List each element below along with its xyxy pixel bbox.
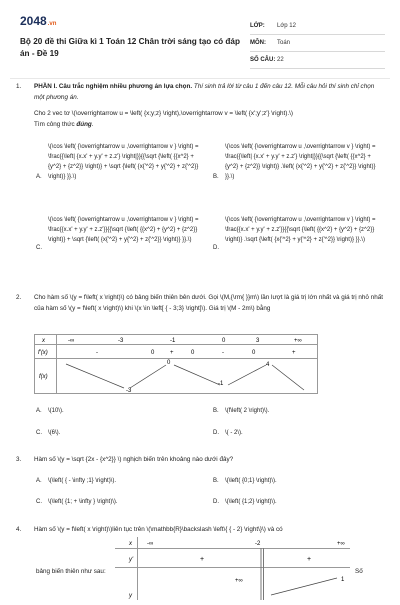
meta-value: Toán bbox=[277, 40, 291, 46]
question-number: 3. bbox=[16, 456, 22, 463]
option-label: D. bbox=[213, 499, 219, 505]
row-fp-label: f'(x) bbox=[38, 350, 48, 356]
option-label: C. bbox=[36, 245, 42, 251]
question-stem: Hàm số \(y = f\left( x \right)\)liên tục trên \(\mathbb{R}\backslash \left\{ { - 2} \right\}\) và có bbox=[34, 526, 283, 533]
f-value: 0 bbox=[167, 360, 171, 366]
question-stem: Hàm số \(y = \sqrt {2x - {x^2}} \) nghịch biến trên khoảng nào dưới đây? bbox=[34, 456, 234, 463]
question-number: 1. bbox=[16, 83, 22, 90]
meta-key: MÔN: bbox=[250, 40, 266, 46]
option-text: \(\cos \left( {\overrightarrow u ,\overrightarrow v } \right) = \frac{{\left| {x.x' + y.y' + z.z'} \right|}}{{\sqrt {\left( {{x^2} + {y^2} + {z^2}} \right)} .\left( {x{'^2} + y{'^2} + z{'^2}} \right)} }}.\) bbox=[225, 144, 376, 180]
prompt-text: Tìm công thức bbox=[34, 120, 77, 128]
prompt-end: . bbox=[91, 120, 94, 128]
f-value: 4 bbox=[266, 362, 270, 368]
option-label: B. bbox=[213, 478, 219, 484]
site-logo[interactable] bbox=[20, 14, 56, 28]
question-number: 4. bbox=[16, 526, 22, 533]
sign: + bbox=[200, 556, 205, 563]
option-label: D. bbox=[213, 430, 219, 436]
option-text: \(f\left( 2 \right)\). bbox=[225, 408, 270, 414]
exam-header bbox=[20, 10, 385, 70]
part-heading: PHẦN I. Câu trắc nghiệm nhiều phương án lựa chọn. bbox=[34, 83, 193, 90]
variation-table-q4 bbox=[115, 537, 350, 605]
row-x-label: x bbox=[129, 541, 132, 547]
y-value: 1 bbox=[341, 577, 345, 583]
exam-meta bbox=[250, 18, 385, 69]
meta-key: LỚP: bbox=[250, 23, 265, 29]
option-text: \(\cos \left( {\overrightarrow u ,\overrightarrow v } \right) = \frac{{\left| {x.x' + y.y' + z.z'} \right|}}{{\sqrt {\left( {{x^2} + {y^2} + {z^2}} \right)} + \sqrt {\left( {x{'^2} + y{'^2} + z{'^2}} \right)} }}.\) bbox=[48, 144, 199, 180]
logo-suffix: .vn bbox=[47, 21, 57, 27]
option-label: A. bbox=[36, 174, 42, 180]
option-text: \(\cos \left( {\overrightarrow u ,\overrightarrow v } \right) = \frac{{x.x' + y.y' + z.z'}}{{\sqrt {\left( {{x^2} + {y^2} + {z^2}} \right)} .\sqrt {\left( {x{'^2} + y{'^2} + z{'^2}} \right)} }}.\) bbox=[225, 217, 376, 243]
variation-table-q2 bbox=[34, 334, 318, 399]
option-label: D. bbox=[213, 245, 219, 251]
q4-tail-right: Số bbox=[355, 568, 363, 575]
y-value: +∞ bbox=[235, 578, 243, 584]
logo-text: 2048 bbox=[20, 14, 47, 28]
prompt-emphasis: đúng bbox=[76, 120, 92, 128]
sign: + bbox=[307, 556, 312, 563]
sign: 0 bbox=[252, 350, 256, 356]
header-divider bbox=[10, 78, 390, 79]
question-number: 2. bbox=[16, 294, 22, 301]
row-y-label: y bbox=[129, 593, 132, 599]
x-value: +∞ bbox=[294, 338, 302, 344]
sign: - bbox=[222, 350, 224, 356]
option-text: \( - 2\). bbox=[225, 430, 243, 436]
part-instruction: Thí sinh trả lời từ câu 1 đến câu 12. Mỗi câu hỏi thí sinh chỉ chọn một phương án. bbox=[34, 83, 375, 101]
option-label: A. bbox=[36, 478, 42, 484]
q4-tail-left: bảng biến thiên như sau: bbox=[36, 568, 106, 575]
option-label: B. bbox=[213, 174, 219, 180]
question-body bbox=[34, 82, 386, 130]
sign: + bbox=[292, 350, 296, 356]
x-value: -∞ bbox=[147, 541, 154, 547]
option-label: B. bbox=[213, 408, 219, 414]
row-f-label: f(x) bbox=[39, 374, 48, 380]
x-value: +∞ bbox=[337, 541, 345, 547]
sign: + bbox=[170, 350, 174, 356]
f-value: -1 bbox=[218, 381, 224, 387]
x-value: 0 bbox=[222, 338, 226, 344]
option-label: A. bbox=[36, 408, 42, 414]
x-value: -∞ bbox=[68, 338, 75, 344]
meta-key: SỐ CÂU: bbox=[250, 57, 276, 63]
option-label: C. bbox=[36, 430, 42, 436]
variation-table-graphic bbox=[34, 334, 318, 394]
option-label: C. bbox=[36, 499, 42, 505]
x-value: -2 bbox=[255, 541, 261, 547]
option-text: \(\left( { - \infty ;1} \right)\). bbox=[48, 478, 117, 484]
f-value: -3 bbox=[126, 388, 132, 394]
x-value: -1 bbox=[170, 338, 176, 344]
option-text: \(\left( {1;2} \right)\). bbox=[225, 499, 277, 505]
meta-class bbox=[250, 18, 385, 35]
question-stem: Cho 2 vec tơ \(\overrightarrow u = \left( {x;y;z} \right),\overrightarrow v = \left( {x';y';z'} \right).\) bbox=[34, 110, 293, 117]
option-text: \(6\). bbox=[48, 430, 61, 436]
question-prompt bbox=[34, 120, 386, 131]
variation-table-graphic bbox=[115, 537, 350, 600]
row-yp-label: y' bbox=[129, 557, 134, 563]
meta-value: Lớp 12 bbox=[277, 23, 296, 29]
row-x-label: x bbox=[42, 338, 45, 344]
option-text: \(\left( {0;1} \right)\). bbox=[225, 478, 277, 484]
option-text: \(\left( {1; + \infty } \right)\). bbox=[48, 499, 118, 505]
x-value: -3 bbox=[118, 338, 124, 344]
sign: 0 bbox=[151, 350, 155, 356]
meta-count bbox=[250, 52, 385, 69]
meta-subject bbox=[250, 35, 385, 52]
meta-value: 22 bbox=[277, 57, 284, 63]
x-value: 3 bbox=[256, 338, 260, 344]
sign: 0 bbox=[191, 350, 195, 356]
exam-title: Bộ 20 đề thi Giữa kì 1 Toán 12 Chân trời sáng tạo có đáp án - Đề 19 bbox=[20, 37, 240, 58]
option-text: \(\cos \left( {\overrightarrow u ,\overrightarrow v } \right) = \frac{{x.x' + y.y' + z.z'}}{{\sqrt {\left( {{x^2} + {y^2} + {z^2}} \right)} + \sqrt {\left( {x{'^2} + y{'^2} + z{'^2}} \right)} }}.\) bbox=[48, 217, 199, 243]
sign: - bbox=[96, 350, 98, 356]
question-stem: Cho hàm số \(y = f\left( x \right)\) có bảng biến thiên bên dưới. Gọi \(M,{\rm{ }}m\) lần lượt là giá trị lớn nhất và giá trị nhỏ nhất của hàm số \(y = f\left( x \right)\) khi \(x \in \left[ { - 3;3} \right]\). Giá trị \(M - 2m\) bằng bbox=[34, 294, 383, 312]
option-text: \(10\). bbox=[48, 408, 64, 414]
